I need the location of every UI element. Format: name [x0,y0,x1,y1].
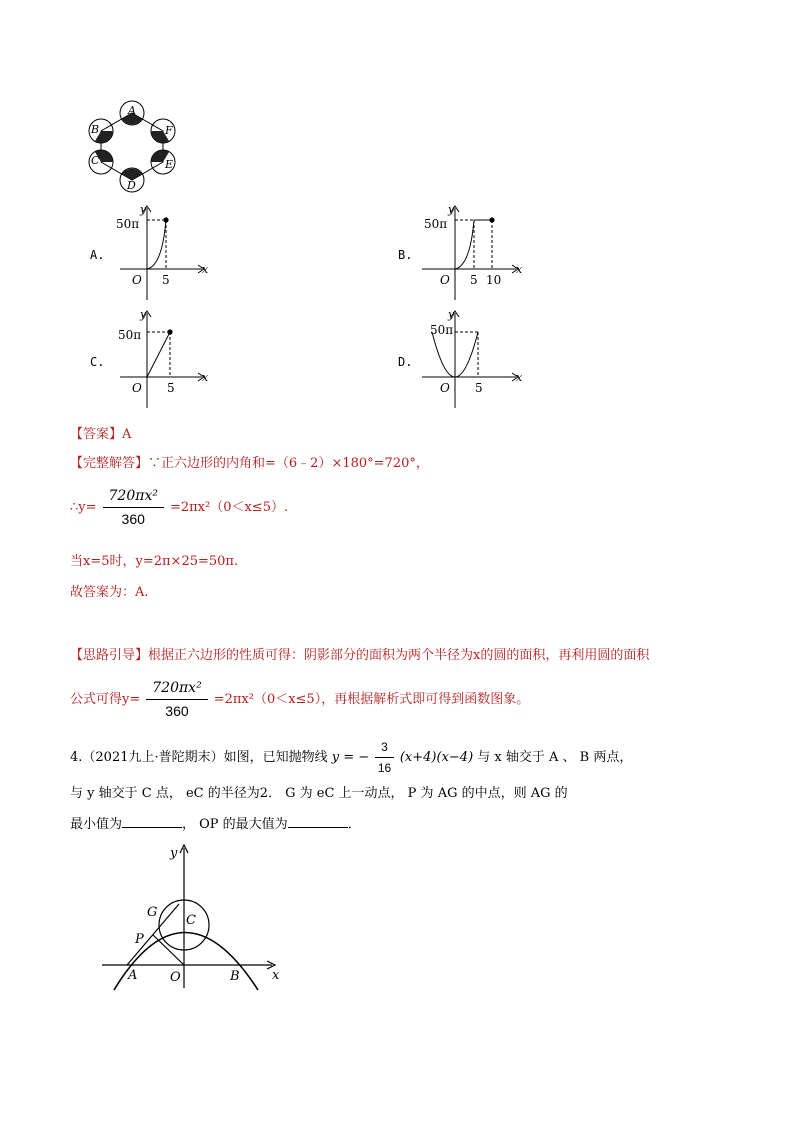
hint-fraction [146,680,207,719]
b-x-tick-10: 10 [486,273,502,287]
q4-line1-suffix: 与 x 轴交于 A 、 B 两点， [477,750,633,765]
q4-eq-tail: (x+4)(x−4) [399,750,474,765]
hex-label-a: A [128,104,136,117]
solution-fraction [103,488,164,527]
a-y-axis-label: y [140,203,147,216]
option-c-label: C. [90,355,105,369]
c-y-tick: 50π [118,328,142,342]
q4-blank-1[interactable] [122,815,182,828]
c-x-tick-5: 5 [167,381,175,395]
d-y-axis-label: y [448,308,455,321]
hint-heading: 【思路引导】 [70,648,149,663]
hex-label-e: E [165,158,174,171]
fig-y-label: y [170,846,178,861]
d-origin: O [440,381,450,395]
q4-min-label: 最小值为 [70,817,123,832]
fig-a-label: A [128,968,138,983]
hexagon-circles-figure [85,100,180,195]
a-x-axis-label: x [202,263,209,276]
solution-line-4: 故答案为：A. [70,585,149,600]
solution-line-3: 当x=5时，y=2π×25=50π. [70,554,239,569]
a-y-tick: 50π [116,217,140,231]
d-y-tick: 50π [430,323,454,337]
fig-x-label: x [272,968,280,983]
answer-label: 【答案】A [70,427,132,442]
q4-max-label: ， OP 的最大值为 [182,817,288,832]
q4-line-3 [70,813,361,832]
b-x-axis-label: x [516,263,523,276]
option-a-label: A. [90,248,105,262]
hex-label-c: C [91,154,100,167]
solution-text-1: ∵正六边形的内角和=（6﹣2）×180°=720°， [148,456,429,471]
b-x-tick-5: 5 [470,273,478,287]
option-a-graph [110,200,220,305]
hex-label-b: B [91,123,100,136]
c-y-axis-label: y [140,308,147,321]
q4-eq-num: 3 [375,740,394,758]
q4-end: ． [347,817,361,832]
hint-line-2 [70,680,529,719]
fig-g-label: G [147,905,158,920]
b-origin: O [440,273,450,287]
hint-y-prefix: 公式可得y= [70,692,141,707]
q4-eq-den: 16 [377,761,392,775]
fig-b-label: B [230,969,240,984]
solution-line-2 [70,488,288,527]
fig-o-label: O [170,970,181,985]
solution-frac-num: 720πx² [103,488,164,508]
q4-eq-y: y = − [331,750,370,765]
c-x-axis-label: x [202,371,209,384]
b-y-axis-label: y [448,203,455,216]
q4-blank-2[interactable] [288,815,348,828]
solution-y-suffix: =2πx²（0＜x≤5）. [169,500,289,515]
solution-y-prefix: ∴y= [70,500,97,515]
solution-heading: 【完整解答】 [70,456,149,471]
b-y-tick: 50π [424,217,448,231]
c-origin: O [132,381,142,395]
option-d-label: D. [398,355,413,369]
hint-y-suffix: =2πx²（0＜x≤5），再根据解析式即可得到函数图象。 [213,692,530,707]
solution-frac-den: 360 [121,511,145,527]
hint-line-1 [70,644,649,663]
hex-label-d: D [127,179,136,192]
q4-line-1 [70,740,632,775]
solution-line-1 [70,452,429,471]
hint-frac-den: 360 [165,703,189,719]
fig-c-label: C [186,913,196,928]
d-x-axis-label: x [516,371,523,384]
option-d-graph [418,305,528,410]
q4-intro: 4.（2021九上·普陀期末）如图，已知抛物线 [70,750,328,765]
option-b-label: B. [398,248,413,262]
q4-line-2: 与 y 轴交于 C 点， eC 的半径为2． G 为 eC 上一动点， P 为 AG 的中点，则 AG 的 [70,786,568,801]
fig-p-label: P [135,932,144,947]
option-c-graph [110,305,220,410]
hint-text-1: 根据正六边形的性质可得：阴影部分的面积为两个半径为x的圆的面积，再利用圆的面积 [148,648,650,663]
a-x-tick-5: 5 [162,273,170,287]
parabola-figure [100,840,290,995]
d-x-tick-5: 5 [475,381,483,395]
option-b-graph [418,200,528,305]
hint-frac-num: 720πx² [146,680,207,700]
hex-label-f: F [165,124,173,137]
q4-eq-fraction [375,740,394,775]
a-origin: O [132,273,142,287]
